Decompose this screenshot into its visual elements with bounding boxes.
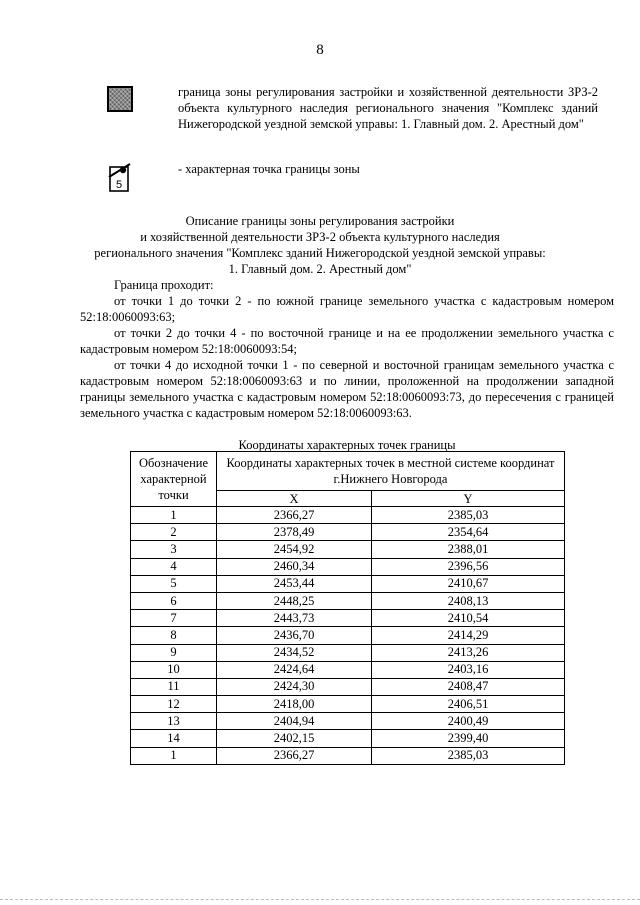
- point-cell: 10: [131, 661, 217, 678]
- table-row: [131, 592, 565, 609]
- x-cell: 2404,94: [217, 713, 372, 730]
- x-cell: 2443,73: [217, 610, 372, 627]
- y-cell: 2408,13: [372, 592, 565, 609]
- point-cell: 4: [131, 558, 217, 575]
- y-cell: 2406,51: [372, 696, 565, 713]
- y-cell: 2410,54: [372, 610, 565, 627]
- point-cell: 14: [131, 730, 217, 747]
- table-row: [131, 696, 565, 713]
- point-cell: 12: [131, 696, 217, 713]
- description-segment: от точки 4 до исходной точки 1 - по северной и восточной границам земельного участка с кадастровым номером 52:18:0060093:63 и по линии, проложенной на продолжении западной границы земельного участка с кадастровым номером 52:18:0060093:73, до пересечения с границей земельного участка с кадастровым номером 52:18:0060093:63.: [80, 358, 614, 420]
- x-cell: 2366,27: [217, 507, 372, 524]
- point-cell: 9: [131, 644, 217, 661]
- description-segment: от точки 2 до точки 4 - по восточной границе и на ее продолжении земельного участка с кадастровым номером 52:18:0060093:54;: [80, 326, 614, 356]
- table-row: [131, 661, 565, 678]
- table-row: [131, 575, 565, 592]
- page-number: 8: [316, 42, 324, 58]
- x-cell: 2402,15: [217, 730, 372, 747]
- point-cell: 11: [131, 678, 217, 695]
- y-cell: 2410,67: [372, 575, 565, 592]
- description-intro: Граница проходит:: [114, 278, 214, 292]
- x-cell: 2378,49: [217, 524, 372, 541]
- coordinates-table: [130, 451, 565, 765]
- x-cell: 2424,64: [217, 661, 372, 678]
- y-cell: 2399,40: [372, 730, 565, 747]
- y-cell: 2396,56: [372, 558, 565, 575]
- heading-line: регионального значения "Комплекс зданий Нижегородской уездной земской управы:: [94, 246, 546, 260]
- x-cell: 2436,70: [217, 627, 372, 644]
- header-x: X: [217, 491, 372, 507]
- table-row: [131, 713, 565, 730]
- point-cell: 1: [131, 747, 217, 764]
- table-row: [131, 610, 565, 627]
- table-row: [131, 730, 565, 747]
- x-cell: 2424,30: [217, 678, 372, 695]
- y-cell: 2408,47: [372, 678, 565, 695]
- table-row: [131, 558, 565, 575]
- y-cell: 2403,16: [372, 661, 565, 678]
- x-cell: 2366,27: [217, 747, 372, 764]
- y-cell: 2413,26: [372, 644, 565, 661]
- x-cell: 2418,00: [217, 696, 372, 713]
- point-cell: 8: [131, 627, 217, 644]
- table-caption: Координаты характерных точек границы: [238, 438, 456, 452]
- y-cell: 2385,03: [372, 747, 565, 764]
- point-cell: 7: [131, 610, 217, 627]
- table-row: [131, 644, 565, 661]
- heading-line: и хозяйственной деятельности ЗРЗ-2 объекта культурного наследия: [140, 230, 500, 244]
- boundary-point-icon: [106, 163, 134, 193]
- x-cell: 2460,34: [217, 558, 372, 575]
- table-row: [131, 541, 565, 558]
- x-cell: 2448,25: [217, 592, 372, 609]
- y-cell: 2400,49: [372, 713, 565, 730]
- table-row: [131, 627, 565, 644]
- point-cell: 5: [131, 575, 217, 592]
- y-cell: 2354,64: [372, 524, 565, 541]
- x-cell: 2454,92: [217, 541, 372, 558]
- header-y: Y: [372, 491, 565, 507]
- page-bottom-rule: [0, 899, 640, 901]
- point-cell: 3: [131, 541, 217, 558]
- y-cell: 2388,01: [372, 541, 565, 558]
- boundary-point-number: 5: [115, 179, 123, 191]
- y-cell: 2414,29: [372, 627, 565, 644]
- description-segment: от точки 1 до точки 2 - по южной границе земельного участка с кадастровым номером 52:18:0060093:63;: [80, 294, 614, 324]
- point-cell: 2: [131, 524, 217, 541]
- heading-line: 1. Главный дом. 2. Арестный дом": [228, 262, 412, 276]
- point-cell: 6: [131, 592, 217, 609]
- zone-hatch-swatch-icon: [107, 86, 133, 112]
- y-cell: 2385,03: [372, 507, 565, 524]
- x-cell: 2434,52: [217, 644, 372, 661]
- header-coordinates: Координаты характерных точек в местной системе координат г.Нижнего Новгорода: [217, 452, 565, 491]
- point-cell: 1: [131, 507, 217, 524]
- table-row: [131, 678, 565, 695]
- table-row: [131, 524, 565, 541]
- description-heading: [60, 213, 580, 277]
- point-cell: 13: [131, 713, 217, 730]
- x-cell: 2453,44: [217, 575, 372, 592]
- heading-line: Описание границы зоны регулирования застройки: [185, 214, 455, 228]
- table-row: [131, 747, 565, 764]
- legend-point-text: - характерная точка границы зоны: [178, 162, 360, 176]
- table-row: [131, 507, 565, 524]
- header-point-designation: Обозначение характерной точки: [131, 452, 217, 507]
- legend-zone-text: граница зоны регулирования застройки и хозяйственной деятельности ЗРЗ-2 объекта культурного наследия регионального значения "Комплекс зданий Нижегородской уездной земской управы: 1. Главный дом. 2. Арестный дом": [178, 85, 598, 132]
